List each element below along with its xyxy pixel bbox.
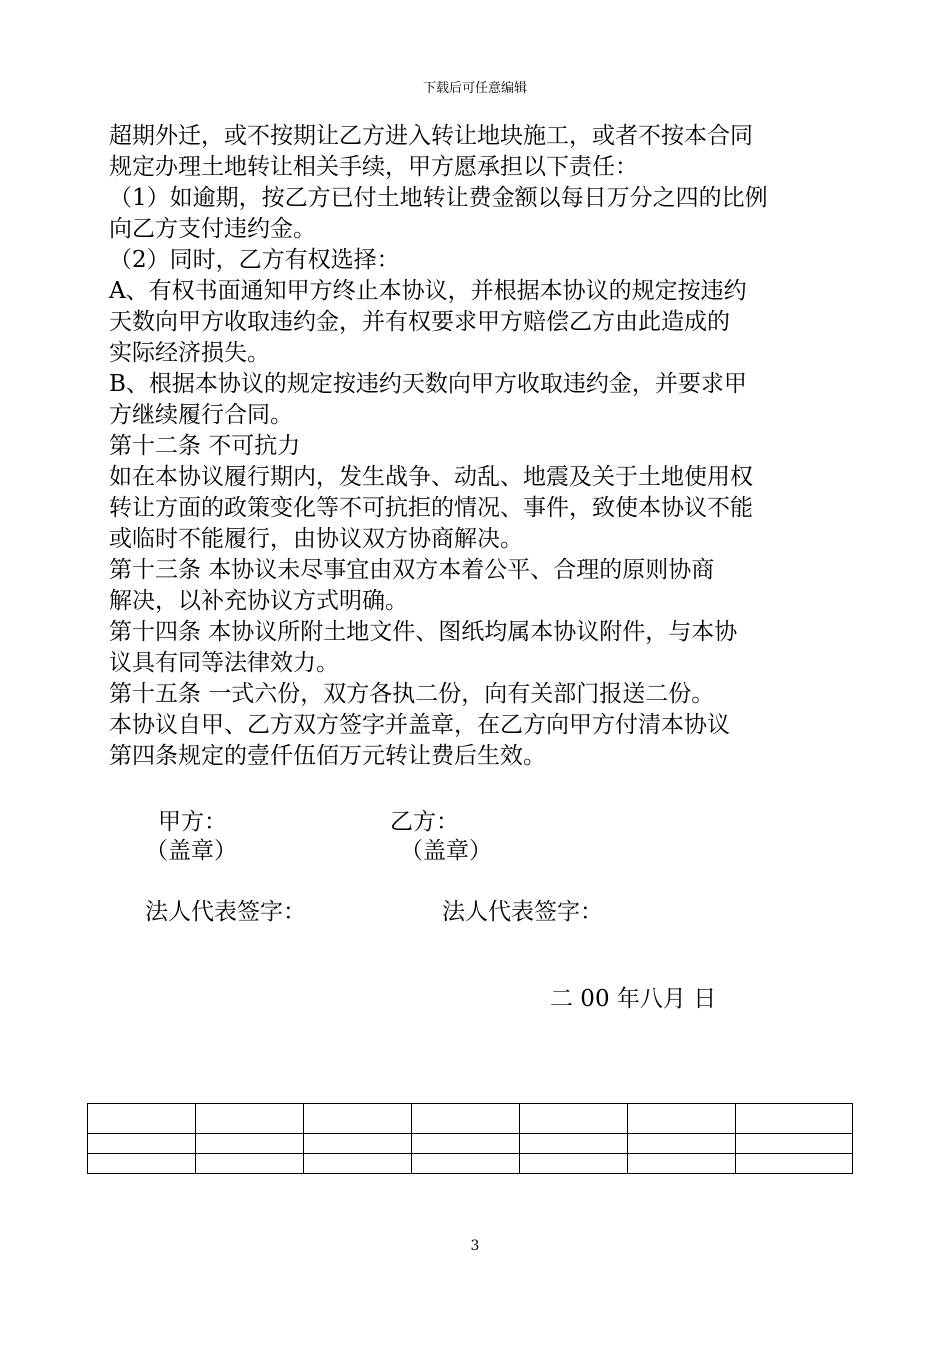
table-cell [88,1154,196,1174]
table-cell [304,1154,412,1174]
body-line: （1）如逾期，按乙方已付土地转让费金额以每日万分之四的比例 [109,185,768,211]
party-a-seal: （盖章） [145,838,237,864]
article-15: 第十五条 一式六份，双方各执二份，向有关部门报送二份。 [109,681,715,707]
body-line: 第四条规定的壹仟伍佰万元转让费后生效。 [109,743,546,769]
body-line: 解决，以补充协议方式明确。 [109,588,408,614]
body-line: 本协议自甲、乙方双方签字并盖章，在乙方向甲方付清本协议 [109,712,730,738]
table-cell [520,1134,628,1154]
table-cell [412,1104,520,1134]
table-row [88,1104,853,1134]
body-line: 天数向甲方收取违约金，并有权要求甲方赔偿乙方由此造成的 [109,309,730,335]
body-line: 实际经济损失。 [109,340,270,366]
body-line: （2）同时，乙方有权选择： [109,247,400,273]
table-cell [412,1154,520,1174]
body-line: 规定办理土地转让相关手续，甲方愿承担以下责任： [109,154,638,180]
table-cell [736,1154,853,1174]
page-header: 下载后可任意编辑 [422,81,527,96]
table-row [88,1154,853,1174]
body-line: 议具有同等法律效力。 [109,650,339,676]
table-cell [412,1134,520,1154]
table-cell [628,1134,736,1154]
body-line: A、有权书面通知甲方终止本协议，并根据本协议的规定按违约 [109,278,747,304]
body-line: 转让方面的政策变化等不可抗拒的情况、事件，致使本协议不能 [109,495,753,521]
table-cell [88,1104,196,1134]
party-a-representative: 法人代表签字： [145,899,306,925]
body-line: 方继续履行合同。 [109,402,293,428]
page-number: 3 [470,1238,480,1254]
table-cell [304,1104,412,1134]
article-12-title: 第十二条 不可抗力 [109,433,301,459]
party-b-label: 乙方： [390,809,459,835]
article-13: 第十三条 本协议未尽事宜由双方本着公平、合理的原则协商 [109,557,715,583]
table-cell [196,1134,304,1154]
body-line: 或临时不能履行，由协议双方协商解决。 [109,526,523,552]
table-row [88,1134,853,1154]
table-cell [520,1104,628,1134]
table-cell [196,1154,304,1174]
table-cell [196,1104,304,1134]
body-line: 向乙方支付违约金。 [109,216,316,242]
table-cell [736,1104,853,1134]
party-b-representative: 法人代表签字： [442,899,603,925]
table-cell [736,1134,853,1154]
table-cell [628,1104,736,1134]
agreement-body [109,121,844,772]
table-cell [304,1134,412,1154]
body-line: 如在本协议履行期内，发生战争、动乱、地震及关于土地使用权 [109,464,753,490]
blank-grid-table [87,1103,853,1174]
table-cell [628,1154,736,1174]
signing-date: 二 00 年八月 日 [550,986,717,1012]
body-line: B、根据本协议的规定按违约天数向甲方收取违约金，并要求甲 [109,371,747,397]
party-a-label: 甲方： [158,809,227,835]
table-cell [88,1134,196,1154]
table-cell [520,1154,628,1174]
article-14: 第十四条 本协议所附土地文件、图纸均属本协议附件，与本协 [109,619,738,645]
party-b-seal: （盖章） [400,838,492,864]
body-line: 超期外迁，或不按期让乙方进入转让地块施工，或者不按本合同 [109,123,753,149]
